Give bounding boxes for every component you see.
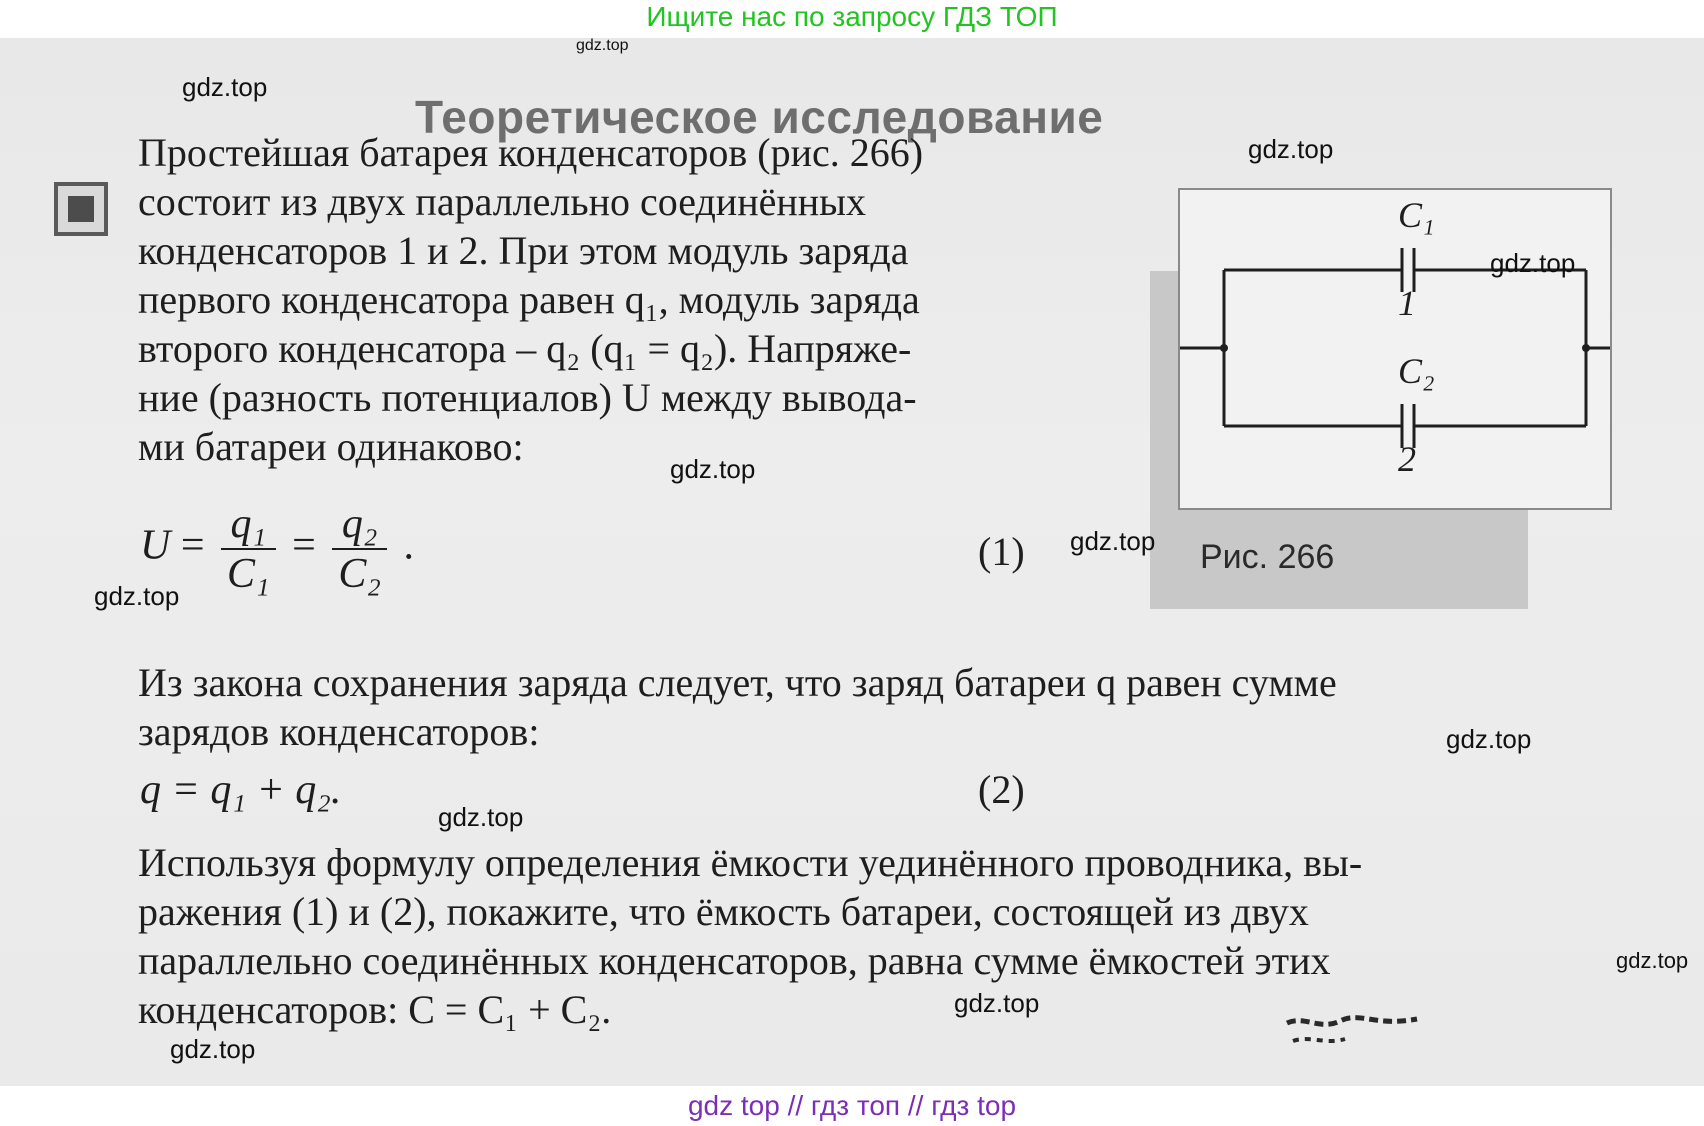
watermark: gdz.top	[954, 988, 1040, 1018]
watermark: gdz.top	[1616, 948, 1689, 973]
watermark: gdz.top	[576, 38, 629, 54]
paragraph-3-line-2: ражения (1) и (2), покажите, что ёмкость батареи, состоящей из двух	[138, 889, 1309, 934]
equation-1-num-1: q₁	[221, 500, 276, 550]
label-capacitor-2: 2	[1398, 439, 1416, 479]
equation-1-lhs: U	[140, 522, 171, 569]
watermark: gdz.top	[670, 454, 756, 484]
equation-1-den-1: C₁	[227, 551, 270, 597]
paragraph-1-line-4: первого конденсатора равен q₁, модуль заряда	[138, 277, 920, 322]
paragraph-3-line-3: параллельно соединённых конденсаторов, равна сумме ёмкостей этих	[138, 938, 1331, 983]
paragraph-3-line-1: Используя формулу определения ёмкости уединённого проводника, вы-	[138, 840, 1363, 885]
capacitor-circuit-diagram	[1180, 190, 1610, 508]
paragraph-1-line-7: ми батареи одинаково:	[138, 424, 524, 469]
watermark: gdz.top	[438, 802, 524, 832]
equation-1-fraction-2	[332, 500, 387, 598]
paragraph-1-line-2: состоит из двух параллельно соединённых	[138, 179, 867, 224]
label-c1: C₁	[1398, 195, 1435, 235]
bottom-banner: gdz top // гдз топ // гдз top	[687, 1090, 1017, 1121]
ink-scribble	[1285, 1013, 1420, 1049]
watermark: gdz.top	[1248, 134, 1334, 164]
equation-2: q = q₁ + q₂.	[140, 767, 342, 813]
paragraph-1-line-1: Простейшая батарея конденсаторов (рис. 266)	[138, 130, 924, 175]
equation-2-number: (2)	[978, 767, 1025, 812]
scanned-page	[0, 38, 1704, 1086]
task-marker-icon	[54, 182, 108, 236]
top-banner: Ищите нас по запросу ГДЗ ТОП	[646, 1, 1058, 32]
watermark: gdz.top	[170, 1034, 256, 1064]
equation-1: U = $\frac{\text{q₁}}{\text{C₁}}$ = $\frac{\text{q₂}}{\text{C₂}}$ .	[140, 501, 414, 597]
paragraph-1-line-5: второго конденсатора – q₂ (q₁ = q₂). Напряже-	[138, 326, 912, 371]
watermark: gdz.top	[1070, 526, 1156, 556]
paragraph-3-line-4: конденсаторов: C = C₁ + C₂.	[138, 987, 612, 1032]
equation-1-number: (1)	[978, 529, 1025, 574]
equation-1-fraction-1	[221, 500, 276, 598]
watermark: gdz.top	[1490, 248, 1576, 278]
watermark: gdz.top	[182, 72, 268, 102]
watermark: gdz.top	[94, 581, 180, 611]
figure-266-circuit	[1178, 188, 1612, 510]
paragraph-1-line-3: конденсаторов 1 и 2. При этом модуль заряда	[138, 228, 909, 273]
paragraph-2-line-2: зарядов конденсаторов:	[138, 709, 540, 754]
label-capacitor-1: 1	[1398, 283, 1416, 323]
section-heading: Теоретическое исследование	[415, 91, 1104, 143]
label-c2: C₂	[1398, 351, 1435, 391]
figure-caption: Рис. 266	[1200, 538, 1335, 576]
watermark: gdz.top	[1446, 724, 1532, 754]
paragraph-1-line-6: ние (разность потенциалов) U между вывода-	[138, 375, 917, 420]
paragraph-2-line-1: Из закона сохранения заряда следует, что заряд батареи q равен сумме	[138, 660, 1337, 705]
equation-1-den-2: C₂	[338, 551, 381, 597]
equation-1-num-2: q₂	[332, 500, 387, 550]
